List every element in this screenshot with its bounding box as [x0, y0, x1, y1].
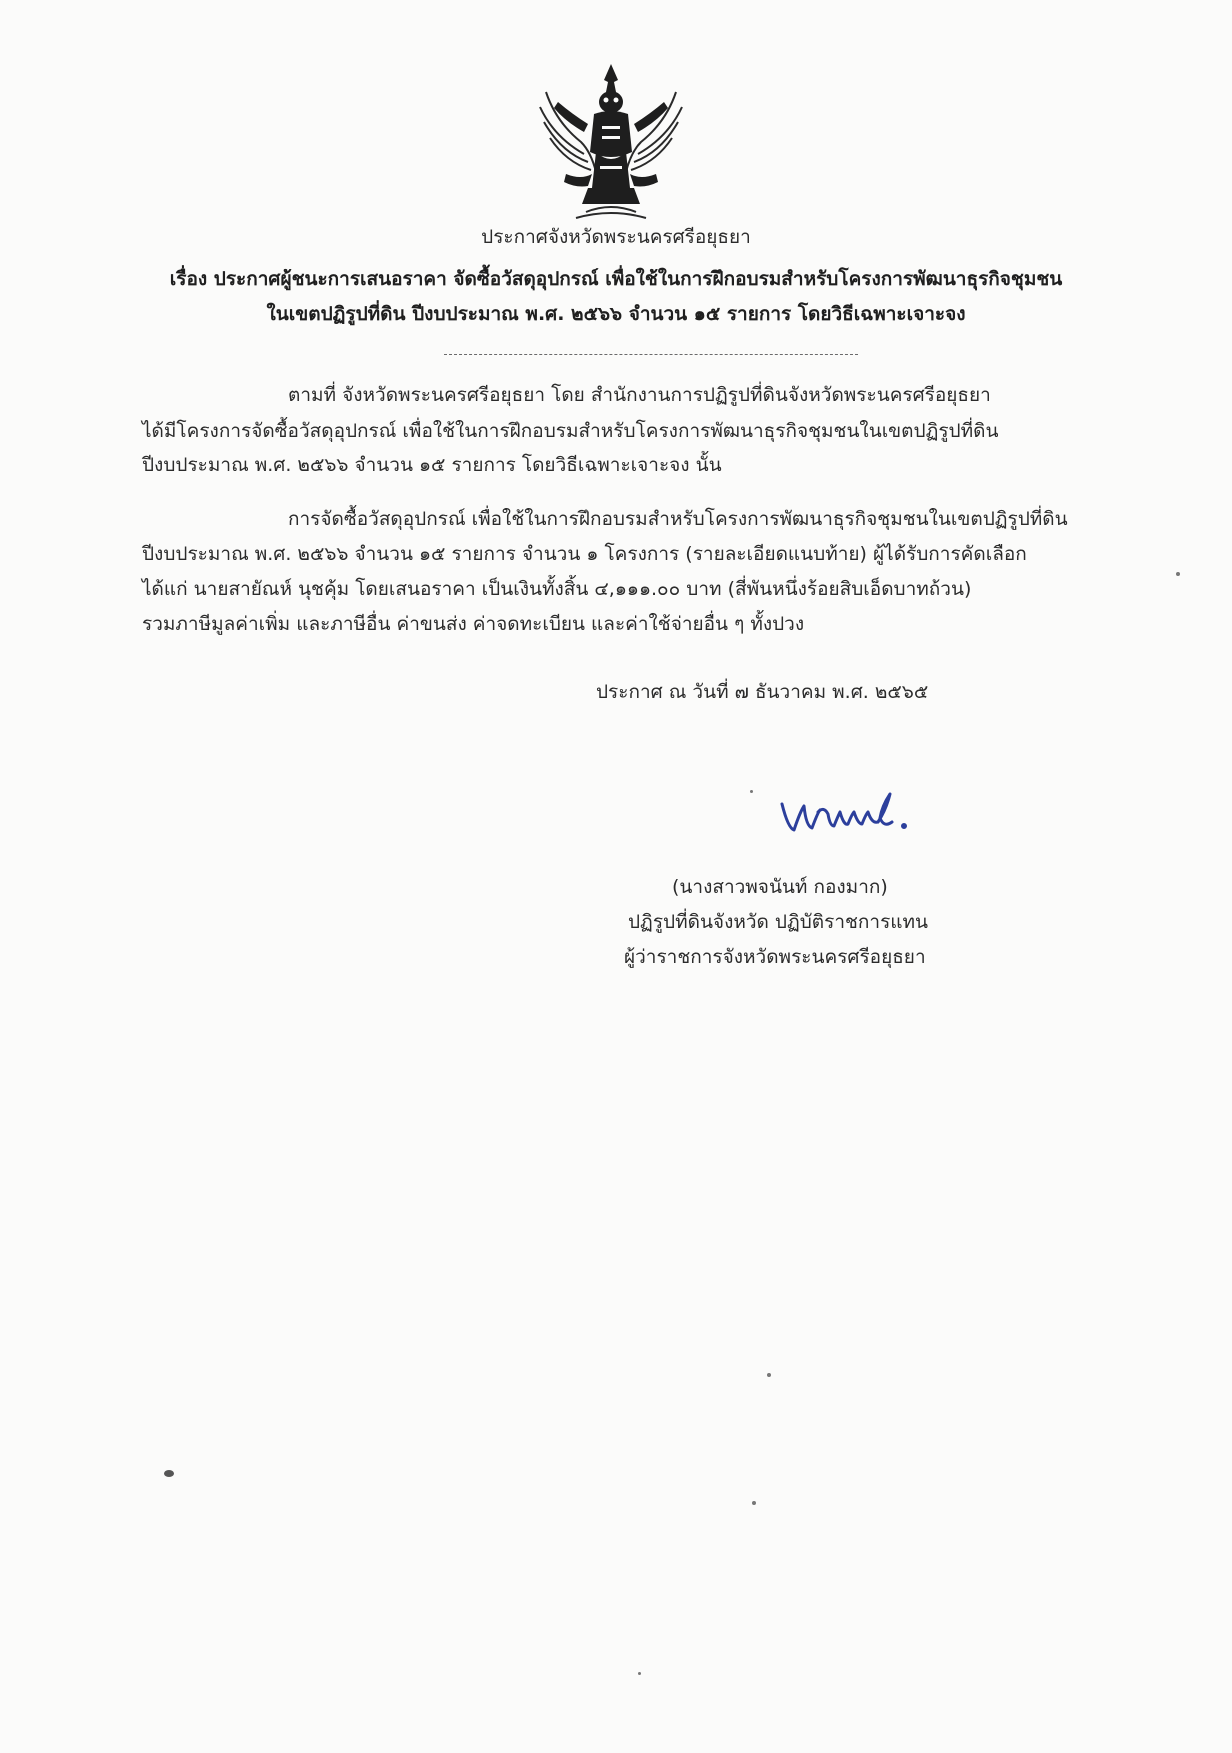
scan-speck: [164, 1470, 174, 1477]
document-title: ประกาศจังหวัดพระนครศรีอยุธยา: [481, 226, 751, 248]
ink-speck: [750, 790, 753, 793]
handwritten-signature: [760, 782, 930, 852]
paragraph-2-line: ปีงบประมาณ พ.ศ. ๒๕๖๖ จำนวน ๑๕ รายการ จำนวน ๑ โครงการ (รายละเอียดแนบท้าย) ผู้ได้รับการคัดเลือก: [142, 543, 1027, 565]
subject-line-2: ในเขตปฏิรูปที่ดิน ปีงบประมาณ พ.ศ. ๒๕๖๖ จำนวน ๑๕ รายการ โดยวิธีเฉพาะเจาะจง: [266, 303, 966, 325]
paragraph-1-line: ได้มีโครงการจัดซื้อวัสดุอุปกรณ์ เพื่อใช้ในการฝึกอบรมสำหรับโครงการพัฒนาธุรกิจชุมชนในเขตปฏิรูปที่ดิน: [142, 420, 999, 442]
scan-speck: [767, 1373, 771, 1377]
paragraph-1-line: ปีงบประมาณ พ.ศ. ๒๕๖๖ จำนวน ๑๕ รายการ โดยวิธีเฉพาะเจาะจง นั้น: [142, 454, 722, 476]
scan-speck: [752, 1501, 756, 1505]
paragraph-2-line: รวมภาษีมูลค่าเพิ่ม และภาษีอื่น ค่าขนส่ง ค่าจดทะเบียน และค่าใช้จ่ายอื่น ๆ ทั้งปวง: [142, 613, 805, 635]
signatory-position-2: ผู้ว่าราชการจังหวัดพระนครศรีอยุธยา: [624, 946, 926, 968]
garuda-emblem-icon: [536, 62, 686, 222]
paragraph-2-line: การจัดซื้อวัสดุอุปกรณ์ เพื่อใช้ในการฝึกอบรมสำหรับโครงการพัฒนาธุรกิจชุมชนในเขตปฏิรูปที่ดิน: [288, 508, 1068, 530]
subject-line-1: เรื่อง ประกาศผู้ชนะการเสนอราคา จัดซื้อวัสดุอุปกรณ์ เพื่อใช้ในการฝึกอบรมสำหรับโครงการพัฒนาธุรกิจชุมชน: [169, 268, 1063, 290]
scan-speck: [638, 1672, 641, 1675]
paragraph-2-line: ได้แก่ นายสายัณห์ นุชคุ้ม โดยเสนอราคา เป็นเงินทั้งสิ้น ๔,๑๑๑.๐๐ บาท (สี่พันหนึ่งร้อยสิบเอ็ดบาทถ้วน): [142, 578, 972, 600]
announcement-date: ประกาศ ณ วันที่ ๗ ธันวาคม พ.ศ. ๒๕๖๕: [596, 681, 929, 703]
paragraph-1-line: ตามที่ จังหวัดพระนครศรีอยุธยา โดย สำนักงานการปฏิรูปที่ดินจังหวัดพระนครศรีอยุธยา: [288, 384, 991, 406]
scan-speck: [1176, 572, 1180, 576]
separator-line: [444, 354, 858, 355]
signatory-position-1: ปฏิรูปที่ดินจังหวัด ปฏิบัติราชการแทน: [628, 911, 929, 933]
signatory-name: (นางสาวพจนันท์ กองมาก): [672, 876, 888, 898]
